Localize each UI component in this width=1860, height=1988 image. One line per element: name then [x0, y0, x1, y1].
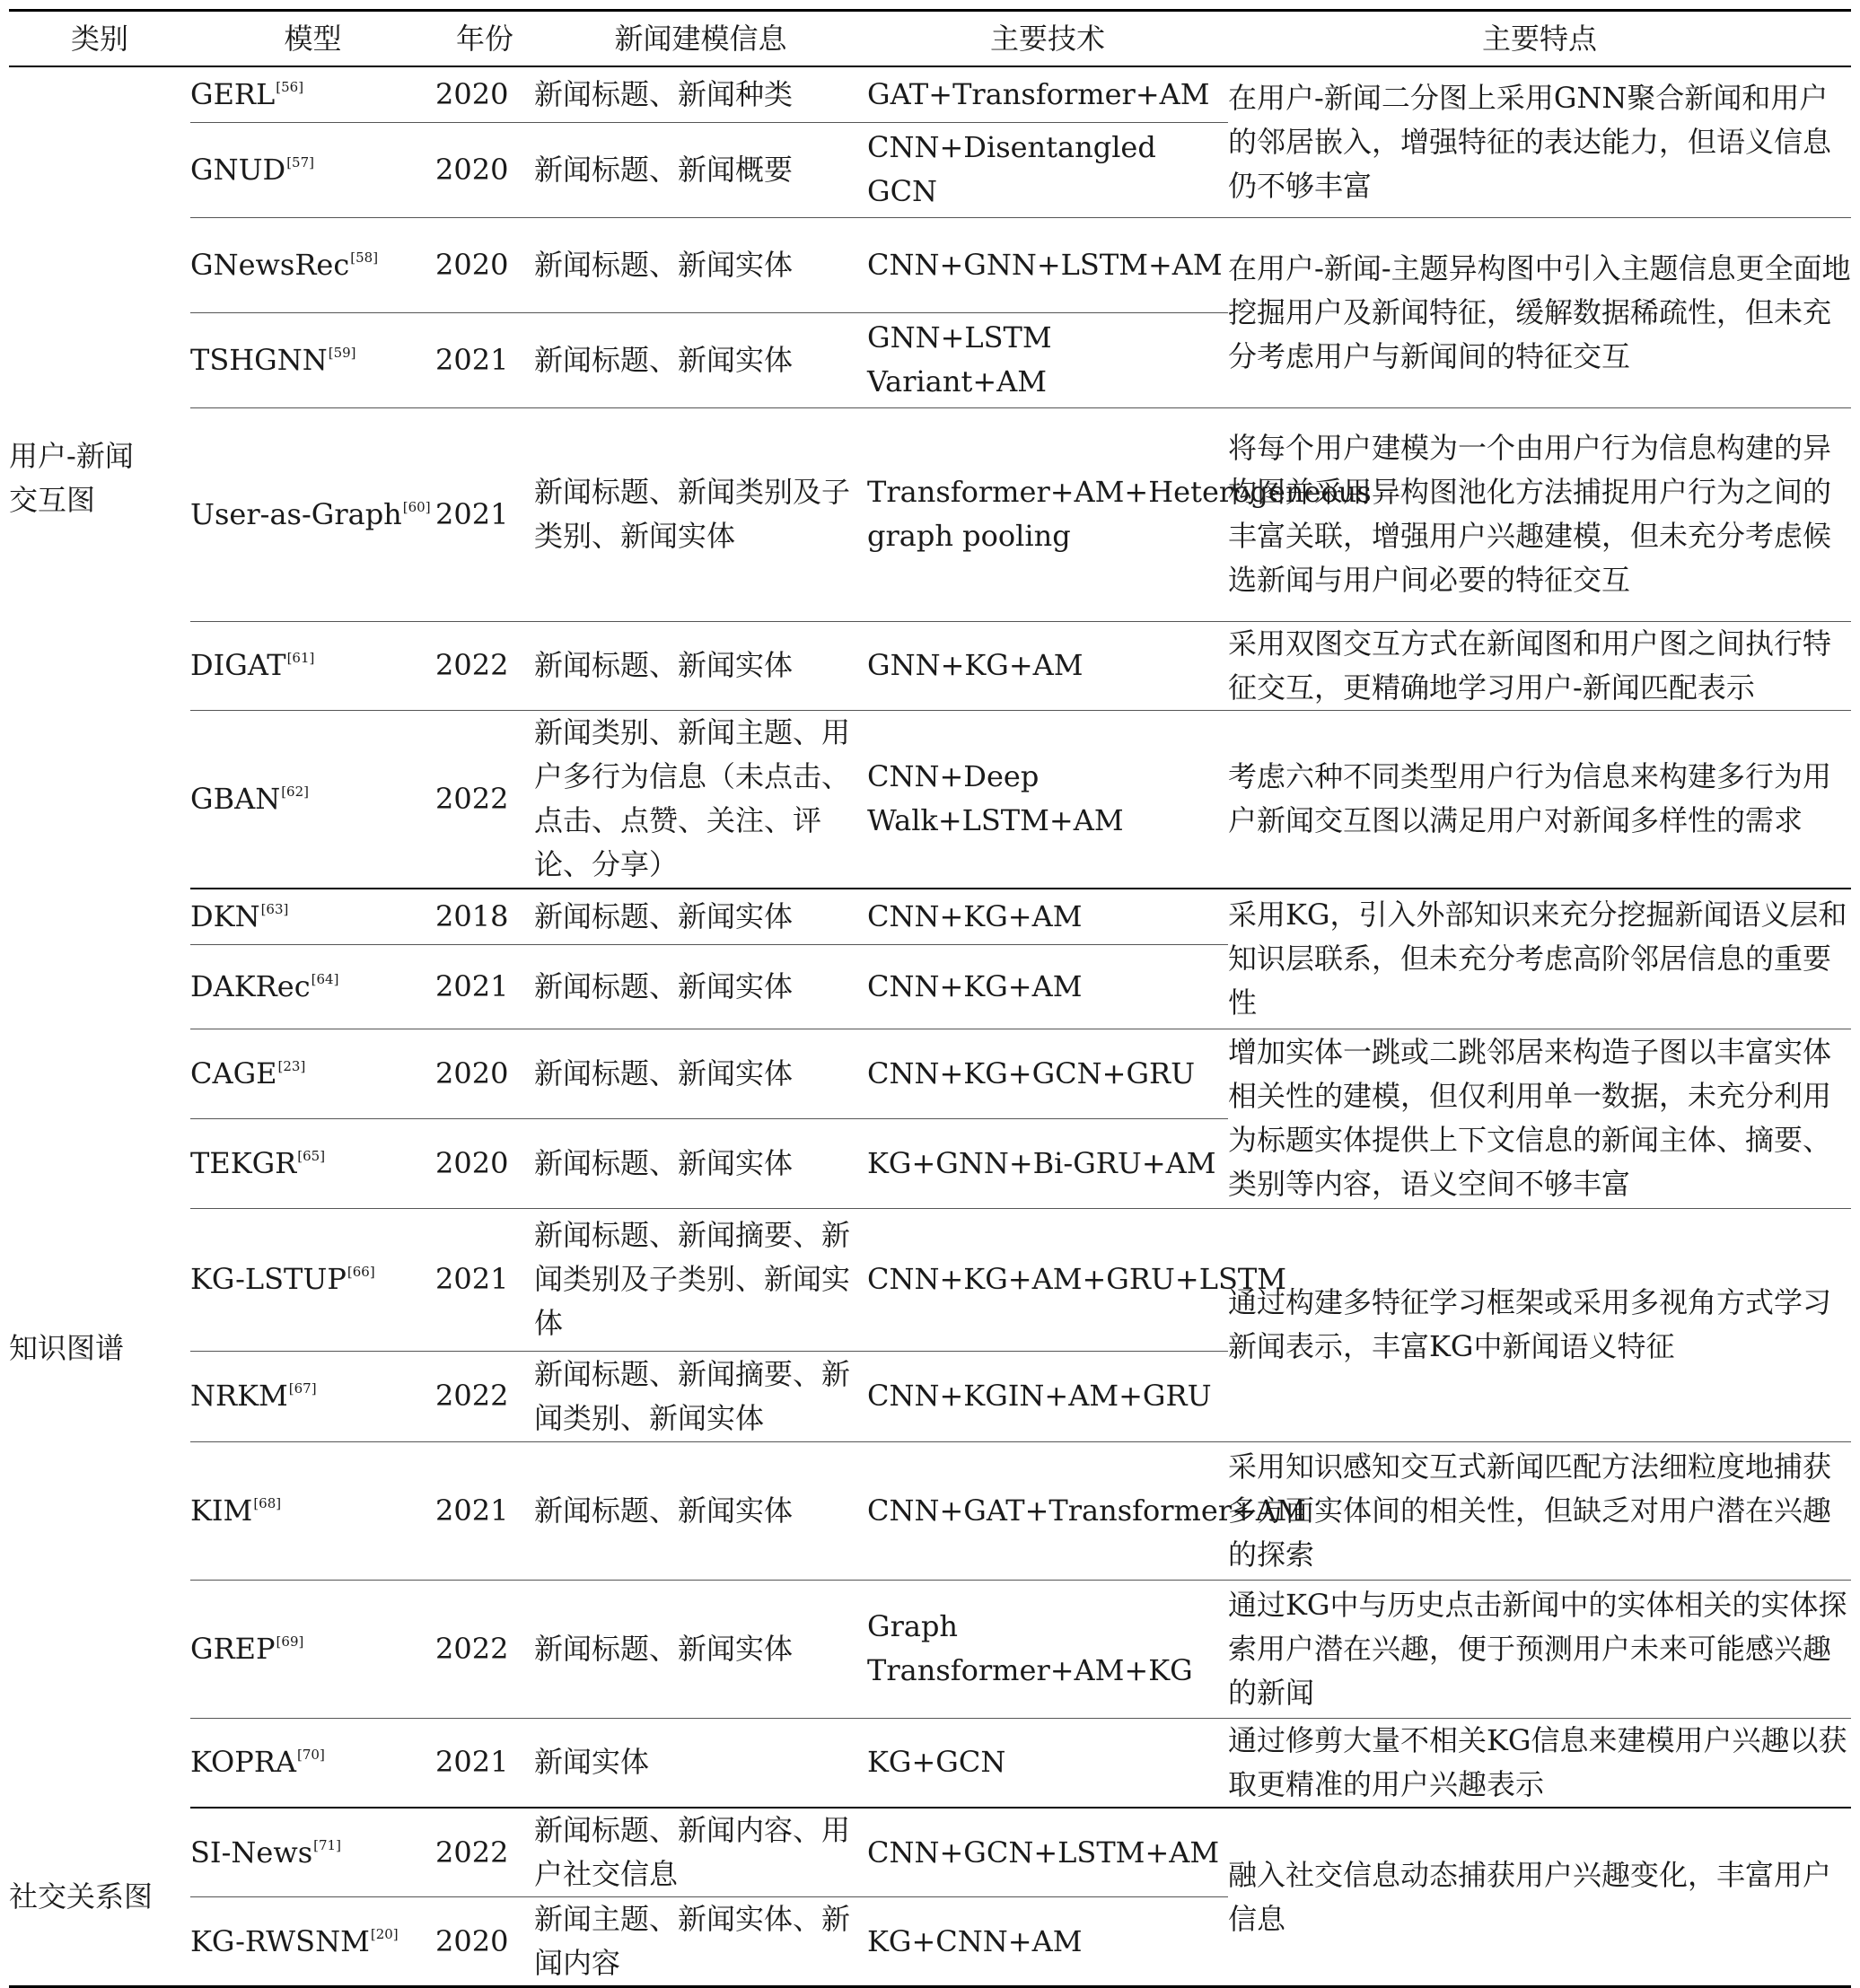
- news-info-cell: 新闻类别、新闻主题、用户多行为信息（未点击、点击、点赞、关注、评论、分享）: [534, 710, 867, 889]
- reference-marker: [61]: [286, 650, 315, 666]
- reference-marker: [68]: [253, 1494, 282, 1511]
- news-info-cell: 新闻标题、新闻类别及子类别、新闻实体: [534, 407, 867, 621]
- model-cell: [190, 122, 435, 217]
- year-cell: 2021: [435, 312, 534, 407]
- model-name: KOPRA: [190, 1745, 297, 1780]
- model-name: DKN: [190, 898, 260, 933]
- reference-marker: [63]: [260, 900, 289, 917]
- feature-cell: 在用户-新闻二分图上采用GNN聚合新闻和用户的邻居嵌入，增强特征的表达能力，但语义信息仍不够丰富: [1228, 66, 1851, 217]
- year-cell: 2018: [435, 889, 534, 944]
- news-info-cell: 新闻标题、新闻实体: [534, 312, 867, 407]
- tech-cell: GNN+KG+AM: [867, 621, 1228, 710]
- feature-cell: 融入社交信息动态捕获用户兴趣变化，丰富用户信息: [1228, 1857, 1832, 1936]
- feature-cell: 采用双图交互方式在新闻图和用户图之间执行特征交互，更精确地学习用户-新闻匹配表示: [1228, 621, 1851, 710]
- year-cell: 2022: [435, 621, 534, 710]
- category-interaction-cell: [9, 66, 190, 889]
- tech-cell: CNN+GCN+LSTM+AM: [867, 1808, 1228, 1897]
- news-info-cell: 新闻标题、新闻种类: [534, 66, 867, 122]
- tech-cell: CNN+KGIN+AM+GRU: [867, 1351, 1228, 1441]
- year-cell: 2021: [435, 1718, 534, 1808]
- model-cell: [190, 1208, 435, 1351]
- table-row: [9, 1029, 1851, 1118]
- model-cell: [190, 1718, 435, 1808]
- category-social-cell: [9, 1808, 190, 1987]
- year-cell: 2020: [435, 217, 534, 312]
- model-name: GERL: [190, 76, 276, 111]
- table-row: [9, 1580, 1851, 1718]
- news-info-cell: 新闻标题、新闻实体: [534, 889, 867, 944]
- model-cell: [190, 312, 435, 407]
- model-name: KG-LSTUP: [190, 1262, 347, 1296]
- table-row: [9, 1718, 1851, 1808]
- tech-cell: CNN+Deep Walk+LSTM+AM: [867, 710, 1228, 889]
- category-label: 知识图谱: [9, 1330, 125, 1365]
- feature-cell: 通过KG中与历史点击新闻中的实体相关的实体探索用户潜在兴趣，便于预测用户未来可能感兴趣的新闻: [1228, 1580, 1851, 1718]
- news-info-cell: 新闻标题、新闻实体: [534, 621, 867, 710]
- year-cell: 2022: [435, 1808, 534, 1897]
- reference-marker: [66]: [347, 1264, 375, 1280]
- reference-marker: [71]: [313, 1836, 341, 1853]
- table-row: [9, 66, 1851, 122]
- news-recommendation-model-table: [9, 9, 1851, 1988]
- header-row: [9, 11, 1851, 67]
- header-model: 模型: [190, 11, 435, 67]
- feature-cell: 将每个用户建模为一个由用户行为信息构建的异构图并采用异构图池化方法捕捉用户行为之间的丰富关联，增强用户兴趣建模，但未充分考虑候选新闻与用户间必要的特征交互: [1228, 407, 1851, 621]
- model-name: SI-News: [190, 1835, 313, 1870]
- model-name: GNUD: [190, 152, 286, 187]
- reference-marker: [58]: [350, 249, 379, 266]
- tech-cell: CNN+GNN+LSTM+AM: [867, 217, 1228, 312]
- reference-marker: [65]: [297, 1147, 326, 1164]
- reference-marker: [57]: [286, 153, 314, 171]
- news-info-cell: 新闻标题、新闻内容、用户社交信息: [534, 1808, 867, 1897]
- tech-cell: CNN+KG+AM+GRU+LSTM: [867, 1208, 1228, 1351]
- model-cell: [190, 1580, 435, 1718]
- news-info-cell: 新闻实体: [534, 1718, 867, 1808]
- news-info-cell: 新闻标题、新闻实体: [534, 1441, 867, 1580]
- reference-marker: [62]: [281, 783, 309, 800]
- year-cell: 2022: [435, 710, 534, 889]
- model-name: NRKM: [190, 1379, 288, 1413]
- model-cell: [190, 1808, 435, 1897]
- model-name: TSHGNN: [190, 342, 328, 377]
- year-cell: 2020: [435, 122, 534, 217]
- header-tech: 主要技术: [867, 11, 1228, 67]
- category-label: 社交关系图: [9, 1879, 154, 1914]
- table-row: [9, 217, 1851, 312]
- reference-marker: [20]: [370, 1925, 399, 1942]
- reference-marker: [59]: [328, 344, 356, 361]
- table-row: [9, 710, 1851, 889]
- category-label: 用户-新闻交互图: [9, 438, 134, 517]
- reference-marker: [64]: [311, 970, 339, 987]
- feature-cell: 通过修剪大量不相关KG信息来建模用户兴趣以获取更精准的用户兴趣表示: [1228, 1718, 1851, 1808]
- header-category: 类别: [9, 11, 190, 67]
- model-cell: [190, 621, 435, 710]
- model-name: GREP: [190, 1631, 276, 1666]
- news-info-cell: 新闻标题、新闻实体: [534, 1118, 867, 1208]
- news-info-cell: 新闻标题、新闻摘要、新闻类别及子类别、新闻实体: [534, 1208, 867, 1351]
- table-row: [9, 621, 1851, 710]
- news-info-cell: 新闻标题、新闻摘要、新闻类别、新闻实体: [534, 1351, 867, 1441]
- year-cell: 2021: [435, 1208, 534, 1351]
- news-info-cell: 新闻标题、新闻实体: [534, 944, 867, 1029]
- news-info-cell: 新闻标题、新闻实体: [534, 1580, 867, 1718]
- year-cell: 2022: [435, 1580, 534, 1718]
- feature-cell: 考虑六种不同类型用户行为信息来构建多行为用户新闻交互图以满足用户对新闻多样性的需求: [1228, 710, 1851, 889]
- feature-cell: 采用知识感知交互式新闻匹配方法细粒度地捕获多方面实体间的相关性，但缺乏对用户潜在兴趣的探索: [1228, 1441, 1851, 1580]
- model-cell: [190, 1441, 435, 1580]
- news-info-cell: 新闻标题、新闻实体: [534, 1029, 867, 1118]
- tech-cell: KG+GNN+Bi-GRU+AM: [867, 1118, 1228, 1208]
- table-row: [9, 889, 1851, 944]
- model-name: TEKGR: [190, 1145, 297, 1180]
- reference-marker: [60]: [402, 498, 431, 515]
- year-cell: 2020: [435, 1118, 534, 1208]
- model-name: GNewsRec: [190, 247, 350, 282]
- model-name: CAGE: [190, 1055, 277, 1090]
- tech-cell: Transformer+AM+Heterogeneous graph pooling: [867, 407, 1228, 621]
- year-cell: 2021: [435, 944, 534, 1029]
- reference-marker: [23]: [277, 1057, 306, 1074]
- tech-cell: GNN+LSTM Variant+AM: [867, 312, 1228, 407]
- news-info-cell: 新闻主题、新闻实体、新闻内容: [534, 1902, 851, 1980]
- table-row: [9, 1208, 1851, 1351]
- model-cell: [190, 1351, 435, 1441]
- feature-cell: 采用KG，引入外部知识来充分挖掘新闻语义层和知识层联系，但未充分考虑高阶邻居信息的重要性: [1228, 889, 1851, 1029]
- model-cell: [190, 944, 435, 1029]
- tech-cell: CNN+GAT+Transformer+AM: [867, 1441, 1228, 1580]
- category-kg-cell: [9, 889, 190, 1808]
- model-cell: [190, 889, 435, 944]
- model-name: DAKRec: [190, 968, 311, 1003]
- tech-cell: CNN+Disentangled GCN: [867, 122, 1228, 217]
- model-name: KIM: [190, 1493, 253, 1528]
- model-cell: [190, 66, 435, 122]
- reference-marker: [56]: [276, 78, 304, 95]
- model-cell: [190, 710, 435, 889]
- tech-cell: CNN+KG+AM: [867, 944, 1228, 1029]
- table-row: [9, 1441, 1851, 1580]
- model-cell: [190, 1029, 435, 1118]
- model-name: GBAN: [190, 781, 281, 816]
- header-news-info: 新闻建模信息: [534, 11, 867, 67]
- header-features: 主要特点: [1228, 11, 1851, 67]
- tech-cell: CNN+KG+GCN+GRU: [867, 1029, 1228, 1118]
- feature-cell: 通过构建多特征学习框架或采用多视角方式学习新闻表示，丰富KG中新闻语义特征: [1228, 1208, 1851, 1441]
- feature-cell: 增加实体一跳或二跳邻居来构造子图以丰富实体相关性的建模，但仅利用单一数据，未充分利用为标题实体提供上下文信息的新闻主体、摘要、类别等内容，语义空间不够丰富: [1228, 1029, 1851, 1208]
- feature-cell: 在用户-新闻-主题异构图中引入主题信息更全面地挖掘用户及新闻特征，缓解数据稀疏性，但未充分考虑用户与新闻间的特征交互: [1228, 217, 1851, 407]
- tech-cell: KG+GCN: [867, 1718, 1228, 1808]
- model-cell: [190, 1897, 435, 1987]
- news-info-cell: 新闻标题、新闻概要: [534, 122, 867, 217]
- model-name: KG-RWSNM: [190, 1923, 370, 1958]
- reference-marker: [70]: [297, 1747, 325, 1764]
- year-cell: 2021: [435, 407, 534, 621]
- tech-cell: KG+CNN+AM: [867, 1923, 1083, 1958]
- model-name: User-as-Graph: [190, 496, 402, 531]
- year-cell: 2020: [435, 66, 534, 122]
- year-cell: 2021: [435, 1441, 534, 1580]
- year-cell: 2020: [435, 1029, 534, 1118]
- model-cell: [190, 407, 435, 621]
- news-info-cell: 新闻标题、新闻实体: [534, 217, 867, 312]
- tech-cell: Graph Transformer+AM+KG: [867, 1580, 1228, 1718]
- table-row: [9, 407, 1851, 621]
- tech-cell: CNN+KG+AM: [867, 889, 1228, 944]
- model-cell: [190, 217, 435, 312]
- year-cell: 2020: [435, 1923, 509, 1958]
- tech-cell: GAT+Transformer+AM: [867, 66, 1228, 122]
- header-year: 年份: [435, 11, 534, 67]
- model-cell: [190, 1118, 435, 1208]
- model-name: DIGAT: [190, 648, 286, 682]
- year-cell: 2022: [435, 1351, 534, 1441]
- reference-marker: [67]: [288, 1380, 317, 1397]
- reference-marker: [69]: [276, 1633, 304, 1650]
- table-row: [9, 1808, 1851, 1897]
